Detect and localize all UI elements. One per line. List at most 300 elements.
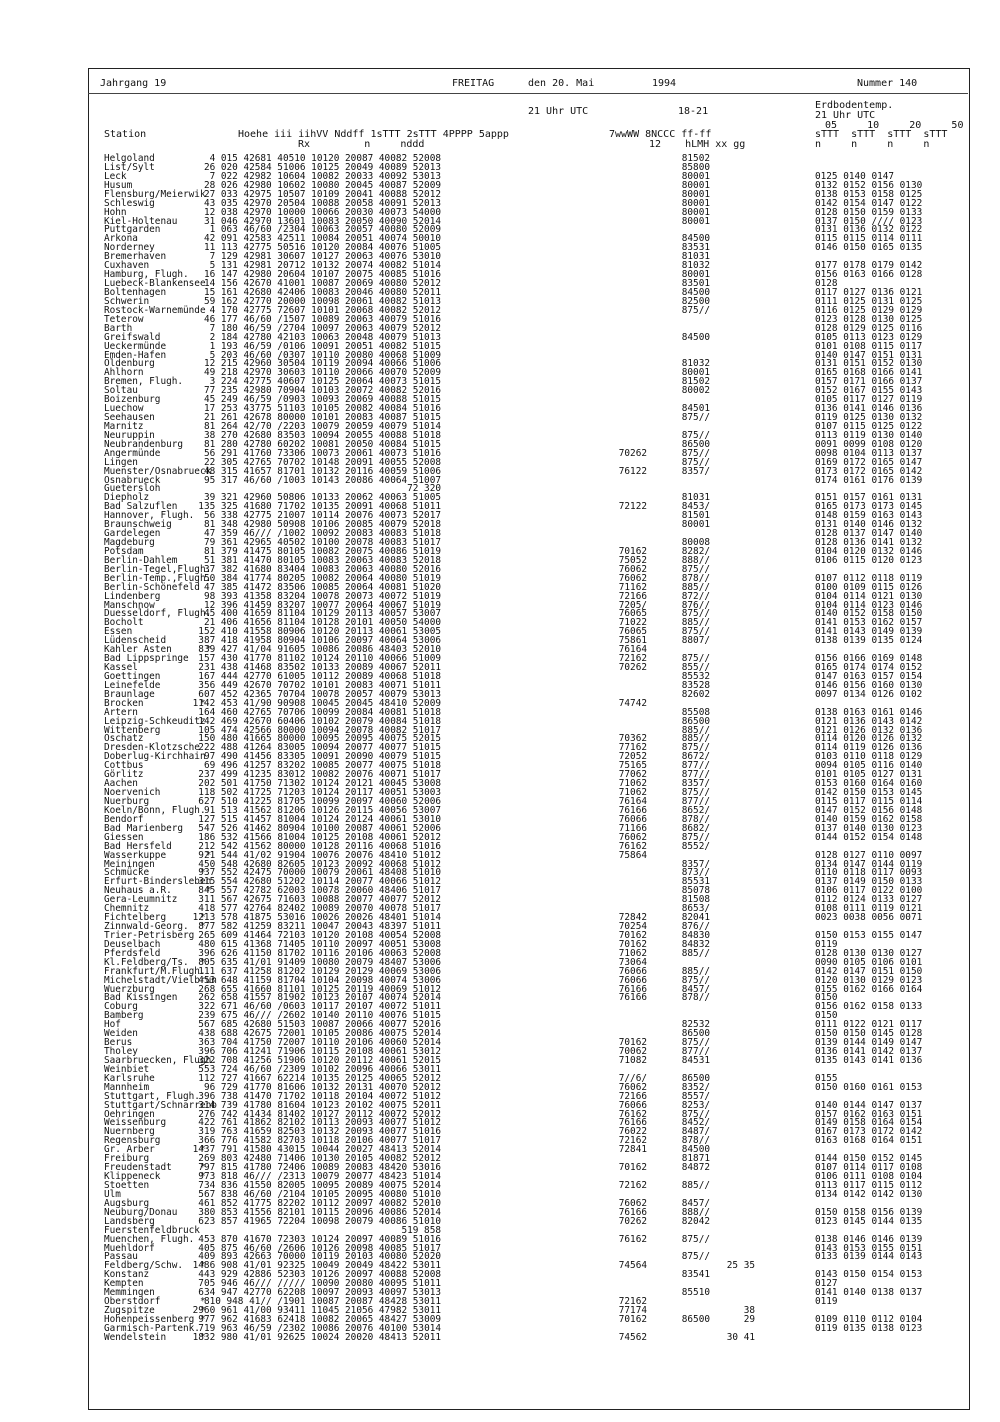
weather-code: 75864	[618, 849, 647, 861]
observation-codes: 453 870 41670 72303 10124 20097 40089 51016	[198, 1233, 441, 1245]
cloud-code: 875//	[681, 563, 710, 575]
soil-temperatures: 0123 0128 0130 0125	[815, 313, 923, 325]
weather-code: 70162	[618, 938, 647, 950]
observation-codes: 12 215 42960 30504 10119 20094 40066 51006	[203, 358, 441, 370]
station-name: Lindenberg	[104, 590, 161, 602]
observation-codes: 7 129 42981 30607 10127 20063 40076 53010	[209, 251, 441, 263]
soil-temperatures: 0103 0110 0118 0129	[815, 751, 923, 763]
station-name: Bad Kissingen	[104, 992, 178, 1004]
soil-temperatures: 0146 0150 0165 0135	[815, 242, 923, 254]
observation-codes: 363 704 41750 72007 10110 20106 40060 52014	[198, 1037, 441, 1049]
observation-codes: 26 020 42584 51006 10125 20049 40089 52013	[203, 161, 441, 173]
cloud-code: 85531	[681, 876, 710, 888]
observation-codes: 39 321 42960 50806 10133 20062 40063 51005	[203, 492, 441, 504]
observation-codes: 43 035 42970 20504 10088 20058 40091 52013	[203, 197, 441, 209]
observation-codes: 135 325 41680 71702 10135 20091 40068 51011	[198, 501, 441, 513]
observation-codes: 239 675 46/// /2602 10140 20110 40076 51015	[198, 1010, 441, 1022]
observation-codes: 142 469 42670 60406 10102 20079 40084 51018	[198, 715, 441, 727]
observation-codes: 231 438 41468 83502 10133 20089 40067 52011	[198, 662, 441, 673]
weather-code: 75052	[618, 554, 647, 566]
station-name: Flensburg/Meierwik	[104, 188, 206, 200]
observation-codes: 79 361 42965 40502 10100 20078 40083 51017	[203, 537, 441, 548]
observation-codes: 438 688 42675 72001 10105 20086 40075 52014	[198, 1028, 441, 1040]
observation-codes: 112 727 41667 62214 10135 20125 40065 52012	[198, 1072, 441, 1084]
soil-temperatures: 0173 0172 0165 0142	[815, 465, 923, 477]
observation-codes: 839 427 41/04 91605 10086 20086 48403 52010	[198, 644, 441, 656]
cloud-code: 84830	[681, 929, 710, 941]
weather-code: 76162	[618, 840, 647, 852]
weather-code: 72162	[618, 1296, 647, 1307]
station-name: Deuselbach	[104, 938, 161, 950]
station-name: Essen	[104, 626, 133, 638]
cloud-code: 84531	[681, 1054, 710, 1066]
soil-temperatures: 0169 0172 0165 0147	[815, 456, 923, 468]
station-name: Görlitz	[104, 769, 144, 781]
soil-depths: 05 10 20 50	[825, 120, 964, 131]
cloud-code: 83531	[681, 242, 710, 254]
station-name: Braunlage	[104, 688, 155, 700]
station-name: Lingen	[104, 456, 138, 468]
soil-temperatures: 0120 0130 0129 0123	[815, 974, 923, 986]
station-name: Landsberg	[104, 1215, 155, 1227]
station-name: Bamberg	[104, 1010, 144, 1022]
station-name: Cottbus	[104, 760, 144, 772]
station-name: Doberlug-Kirchhain	[104, 751, 206, 763]
soil-temperatures: 0128 0150 0159 0133	[815, 206, 923, 218]
observation-codes: 48 315 41657 81701 10132 20116 40059 51006	[203, 465, 441, 477]
weather-code: 76066	[618, 1099, 647, 1111]
station-name: Neubrandenburg	[104, 438, 184, 450]
observation-codes: 719 963 46/59 /2302 10086 20076 40100 53014	[198, 1322, 441, 1334]
cloud-code: 81502	[681, 376, 710, 388]
observation-codes: 1832 980 41/01 92625 10024 20020 48413 52011	[192, 1331, 441, 1343]
observation-codes: 97 490 41456 83305 10091 20090 40079 51015	[203, 751, 441, 763]
cloud-code: 875//	[681, 1233, 710, 1245]
weather-code: 76166	[618, 992, 647, 1004]
station-name: Hof	[104, 1019, 121, 1031]
cloud-code: 875//	[681, 831, 710, 843]
station-name: Meiningen	[104, 858, 155, 870]
observation-codes: 322 671 46/60 /0603 10117 20107 40072 51011	[198, 1001, 441, 1013]
observation-codes: 319 763 41659 82503 10132 20093 40077 51016	[198, 1126, 441, 1138]
observation-codes: 186 532 41566 81004 10125 20108 40061 52012	[198, 831, 441, 843]
cloud-code: 8357/	[681, 465, 710, 477]
cloud-code: 875//	[681, 626, 710, 638]
observation-codes: 3 224 42775 40607 10125 20064 40073 51015	[209, 376, 441, 388]
cloud-code: 8672/	[681, 751, 710, 763]
station-name: Zinnwald-Georg. *	[104, 921, 206, 932]
observation-codes: 268 655 41660 81101 10125 20119 40069 51012	[198, 983, 441, 995]
soil-temperatures: 0138 0153 0158 0125	[815, 188, 923, 200]
soil-temperatures: 0105 0117 0127 0119	[815, 394, 923, 406]
soil-temperatures: 0104 0114 0123 0146	[815, 599, 923, 611]
cloud-code: 80001	[681, 206, 710, 218]
station-name: Oschatz	[104, 733, 144, 745]
station-name: Greifswald	[104, 331, 161, 343]
station-name: Potsdam	[104, 545, 144, 557]
station-name: Seehausen	[104, 412, 155, 423]
cloud-code: 82042	[681, 1215, 710, 1227]
cloud-code: 8682/	[681, 822, 710, 834]
soil-temperatures: 0128	[815, 278, 838, 289]
soil-temperatures: 0127	[815, 1278, 838, 1290]
observation-codes: 56 291 41760 73306 10073 20061 40073 51016	[203, 447, 441, 459]
weather-code: 72166	[618, 590, 647, 602]
soil-temperatures: 0142 0150 0153 0145	[815, 787, 923, 798]
observation-codes: 50 384 41774 80205 10082 20064 40080 51019	[203, 572, 441, 584]
cloud-code: 877//	[681, 760, 710, 772]
weather-code: 76062	[618, 831, 647, 843]
observation-codes: 845 557 42782 62003 10078 20060 48406 51017	[198, 885, 441, 897]
soil-temperatures: 0143 0150 0154 0153	[815, 1269, 923, 1281]
col-weather-codes-2: 12 hLMH xx gg	[649, 139, 746, 150]
observation-codes: 387 418 41958 80904 10106 20097 40064 53006	[198, 635, 441, 647]
weather-code: 76122	[618, 465, 647, 477]
weather-code: 76066	[618, 974, 647, 986]
soil-temperatures: 0163 0168 0164 0151	[815, 1135, 923, 1147]
soil-temperatures: 0142 0154 0147 0122	[815, 197, 923, 209]
cloud-code: 875//	[681, 456, 710, 468]
weather-code: 76065	[618, 608, 647, 620]
col-weather-codes: 7wwWW 8NCCC ff-ff	[609, 129, 712, 140]
station-name: Regensburg	[104, 1135, 161, 1147]
cloud-code: 8653/	[681, 903, 710, 915]
station-name: Hohenpeissenberg *	[104, 1313, 206, 1325]
weather-code: 70162	[618, 1162, 647, 1174]
observation-codes: 91 513 41562 81206 10126 20115 40056 53007	[203, 804, 441, 816]
observation-codes: 72 320	[407, 483, 441, 495]
soil-temperatures: 0098 0104 0113 0137	[815, 447, 923, 459]
observation-codes: 1142 453 41/90 90908 10045 20045 48410 52009	[192, 697, 441, 709]
soil-temperatures: 0143 0153 0155 0151	[815, 1242, 923, 1254]
observation-codes: 1486 908 41/01 92325 10049 20049 48422 53011	[192, 1260, 441, 1272]
observation-codes: 237 499 41235 83012 10082 20076 40071 51017	[198, 769, 441, 781]
station-name: Berlin-Schönefeld	[104, 581, 200, 593]
wind-gust: 38	[743, 1305, 755, 1316]
soil-temperatures: 0137 0150 //// 0123	[815, 215, 923, 227]
cloud-code: 8652/	[681, 804, 710, 816]
weather-code: 71082	[618, 1054, 647, 1066]
soil-temperatures: 0156 0166 0169 0148	[815, 653, 923, 665]
observation-codes: 202 501 41750 71302 10124 20121 40045 53008	[198, 778, 441, 790]
observation-codes: 7 022 42982 10604 10082 20033 40092 53013	[209, 170, 441, 182]
station-name: Helgoland	[104, 153, 155, 164]
soil-temperatures: 0140 0159 0162 0158	[815, 813, 923, 825]
weather-code: 77062	[618, 769, 647, 781]
cloud-code: 85532	[681, 670, 710, 682]
weather-code: 70162	[618, 1313, 647, 1325]
observation-codes: 627 510 41225 81705 10099 20097 40060 52006	[198, 796, 441, 807]
station-name: Klippeneck *	[104, 1171, 206, 1182]
weather-code: 70162	[618, 1037, 647, 1049]
cloud-code: 875//	[681, 429, 710, 441]
weather-code: 77174	[618, 1305, 647, 1316]
soil-temperatures: 0109 0110 0112 0104	[815, 1313, 923, 1325]
weather-code: 76065	[618, 626, 647, 638]
observation-codes: 973 818 46/// /2313 10079 20077 48423 51014	[198, 1171, 441, 1182]
cloud-code: 81501	[681, 510, 710, 522]
soil-temperatures: 0119 0135 0138 0123	[815, 1322, 923, 1334]
cloud-code: 8352/	[681, 1081, 710, 1093]
soil-temperatures: 0123 0145 0144 0135	[815, 1215, 923, 1227]
soil-temperatures: 0140 0147 0151 0131	[815, 349, 923, 361]
station-name: Stoetten	[104, 1180, 150, 1191]
station-name: Mannheim	[104, 1081, 150, 1093]
soil-temperatures: 0165 0168 0166 0141	[815, 367, 923, 379]
soil-temperatures: 0131 0136 0132 0122	[815, 224, 923, 236]
cloud-code: 875//	[681, 412, 710, 423]
weather-code: 71166	[618, 822, 647, 834]
cloud-code: 873//	[681, 867, 710, 879]
observation-codes: 7 180 46/59 /2704 10097 20063 40079 52012	[209, 322, 441, 334]
weather-code: 76066	[618, 813, 647, 825]
soil-temperatures: 0141 0140 0138 0137	[815, 1287, 923, 1299]
observation-codes: 276 742 41434 81402 10127 20112 40072 52012	[198, 1108, 441, 1120]
col-main-codes-2: Rx n nddd	[298, 139, 425, 150]
soil-temperatures: 0114 0119 0126 0136	[815, 742, 923, 754]
cloud-code: 877//	[681, 796, 710, 807]
observation-codes: 81 379 41475 80105 10082 20075 40086 51019	[203, 545, 441, 557]
station-name: Leipzig-Schkeuditz	[104, 715, 206, 727]
station-name: Garmisch-Partenk.	[104, 1322, 200, 1334]
observation-codes: 380 853 41556 82101 10115 20096 40086 52014	[198, 1206, 441, 1218]
cloud-code: 84501	[681, 403, 710, 414]
station-name: Koeln/Bonn, Flugh.	[104, 804, 206, 816]
soil-temperatures: 0151 0157 0161 0131	[815, 492, 923, 504]
soil-temperatures: 0165 0174 0174 0152	[815, 662, 923, 673]
weekday-label: FREITAG	[452, 78, 495, 89]
soil-temperatures: 0150 0153 0155 0147	[815, 929, 923, 941]
station-name: Lüdenscheid	[104, 635, 167, 647]
soil-temperatures: 0101 0105 0127 0131	[815, 769, 923, 781]
observation-codes: 977 962 41683 62418 10082 20065 48427 53009	[198, 1313, 441, 1325]
observation-codes: 222 488 41264 83005 10094 20077 40077 51015	[198, 742, 441, 754]
soil-temperatures: 0107 0115 0125 0122	[815, 420, 923, 432]
observation-codes: 4 170 42775 72607 10101 20068 40082 52012	[209, 304, 441, 316]
station-name: Oehringen	[104, 1108, 155, 1120]
soil-temperatures: 0141 0143 0149 0139	[815, 626, 923, 638]
weather-code: 71162	[618, 581, 647, 593]
station-name: Rostock-Warnemünde	[104, 304, 206, 316]
observation-codes: 127 515 41457 81004 10124 20124 40061 53010	[198, 813, 441, 825]
cloud-code: 81031	[681, 492, 710, 504]
station-name: Erfurt-Bindersleben	[104, 876, 212, 888]
cloud-code: 875//	[681, 787, 710, 798]
weather-code: 7205/	[618, 599, 647, 611]
observation-codes: 805 635 41/01 91409 10080 20079 48407 53006	[198, 956, 441, 968]
station-name: Boltenhagen	[104, 286, 167, 298]
soil-temperatures: 0137 0140 0130 0123	[815, 822, 923, 834]
soil-temperatures: 0121 0126 0132 0136	[815, 724, 923, 736]
station-row	[0, 1332, 1000, 1344]
station-name: Pferdsfeld	[104, 947, 161, 959]
observation-codes: 634 947 42770 62208 10097 20093 40097 53013	[198, 1287, 441, 1299]
soil-temperatures: 0128 0130 0130 0127	[815, 947, 923, 959]
observation-codes: 311 567 42675 71603 10088 20077 40077 52012	[198, 894, 441, 906]
cloud-code: 876//	[681, 921, 710, 932]
header-rule	[88, 93, 968, 94]
station-name: Dresden-Klotzsche	[104, 742, 200, 754]
soil-temperatures: 0149 0158 0164 0154	[815, 1117, 923, 1129]
station-name: Luechow	[104, 403, 144, 414]
soil-temperatures: 0150 0160 0161 0153	[815, 1081, 923, 1093]
cloud-code: 80001	[681, 170, 710, 182]
observation-codes: 105 474 42566 80000 10094 20078 40082 51017	[198, 724, 441, 736]
cloud-code: 875//	[681, 653, 710, 665]
observation-codes: 17 253 43775 51103 10105 20082 40084 51016	[203, 403, 441, 414]
soil-temperatures: 0140 0152 0158 0150	[815, 608, 923, 620]
cloud-code: 86500	[681, 715, 710, 727]
station-name: Stuttgart, Flugh.	[104, 1090, 200, 1102]
station-name: Bad Salzuflen	[104, 501, 178, 513]
cloud-code: 82532	[681, 1019, 710, 1031]
station-name: Ueckermünde	[104, 340, 167, 352]
cloud-code: 80001	[681, 179, 710, 191]
soil-temperatures: 0137 0149 0150 0133	[815, 876, 923, 888]
cloud-code: 80001	[681, 197, 710, 209]
station-name: Schmücke *	[104, 867, 206, 879]
soil-temperatures: 0119 0125 0130 0132	[815, 412, 923, 423]
station-name: Osnabrueck	[104, 474, 161, 486]
cloud-code: 86500	[681, 1313, 710, 1325]
station-name: Trier-Petrisberg	[104, 929, 195, 941]
station-name: Bad Lippspringe	[104, 653, 189, 665]
station-name: Berlin-Tegel,Flugh.	[104, 563, 212, 575]
cloud-code: 84500	[681, 331, 710, 343]
weather-code: 76062	[618, 563, 647, 575]
soil-temperatures: 0115 0115 0114 0111	[815, 233, 923, 245]
weather-code: 72162	[618, 1180, 647, 1191]
weather-code: 76062	[618, 572, 647, 584]
station-name: Kl.Feldberg/Ts. *	[104, 956, 206, 968]
soil-temperatures: 0131 0140 0146 0132	[815, 519, 923, 531]
soil-temperatures: 0138 0163 0161 0146	[815, 706, 923, 718]
station-name: Arkona	[104, 233, 138, 245]
observation-codes: 461 852 41775 82202 10112 20097 40082 52010	[198, 1197, 441, 1209]
soil-temperatures: 0136 0141 0146 0136	[815, 403, 923, 414]
soil-temperatures: 0128 0137 0147 0140	[815, 528, 923, 540]
station-name: Nuerburg	[104, 796, 150, 807]
observation-codes: 937 552 42475 70000 10079 20061 48408 51010	[198, 867, 441, 879]
soil-temperatures: 0140 0144 0147 0137	[815, 1099, 923, 1111]
weather-code: 72052	[618, 751, 647, 763]
weather-code: 70062	[618, 1046, 647, 1057]
observation-codes: 797 815 41780 72406 10089 20083 48420 53016	[198, 1162, 441, 1174]
station-name: Bad Marienberg	[104, 822, 184, 834]
observation-codes: 443 929 42886 52303 10126 20097 40088 52008	[198, 1269, 441, 1281]
cloud-code: 80008	[681, 537, 710, 548]
weather-code: 72166	[618, 1090, 647, 1102]
observation-codes: 810 948 41// /1901 10087 20087 48428 53011	[203, 1296, 441, 1307]
observation-codes: 396 738 41470 71702 10118 20104 40072 51012	[198, 1090, 441, 1102]
cloud-code: 878//	[681, 813, 710, 825]
soil-temperatures: 0117 0127 0136 0121	[815, 286, 923, 298]
observation-codes: 396 626 41150 81702 10116 20106 40063 52008	[198, 947, 441, 959]
col-soil-codes-2: n n n n	[815, 139, 930, 150]
station-name: Augsburg	[104, 1197, 150, 1209]
weather-code: 73064	[618, 956, 647, 968]
observation-codes: 547 526 41462 80904 10100 20087 40061 52006	[198, 822, 441, 834]
observation-codes: 1437 791 41580 43015 10044 20027 48413 52014	[192, 1144, 441, 1156]
observation-codes: 157 430 41770 81102 10124 20110 40066 51009	[198, 653, 441, 665]
observation-codes: 14 156 42670 41001 10087 20069 40080 52012	[203, 278, 441, 289]
observation-codes: 212 542 41562 80000 10128 20116 40068 51016	[198, 840, 441, 852]
station-name: Leinefelde	[104, 679, 161, 691]
observation-codes: 150 480 41665 80000 10095 20095 40075 52015	[198, 733, 441, 745]
observation-codes: 314 739 41780 81604 10123 20102 40075 52011	[198, 1099, 441, 1111]
soil-temperatures: 0111 0122 0121 0117	[815, 1019, 923, 1031]
weather-code: 70262	[618, 1215, 647, 1227]
observation-codes: 164 460 42765 70706 10099 20084 40081 51018	[198, 706, 441, 718]
cloud-code: 885//	[681, 733, 710, 745]
year-label: 1994	[652, 78, 677, 89]
soil-temperatures: 0153 0160 0164 0160	[815, 778, 923, 790]
observation-codes: 553 724 46/60 /2309 10102 20096 40066 53011	[198, 1063, 441, 1075]
soil-temperatures: 0100 0109 0115 0126	[815, 581, 923, 593]
cloud-code: 875//	[681, 447, 710, 459]
wind-gust: 25 35	[726, 1260, 755, 1272]
soil-temperatures: 0115 0117 0115 0114	[815, 796, 923, 807]
observation-codes: 98 393 41358 83204 10078 20073 40072 51019	[203, 590, 441, 602]
observation-codes: 22 305 42765 70702 10148 20091 40055 52008	[203, 456, 441, 468]
cloud-code: 85510	[681, 1287, 710, 1299]
station-name: Zugspitze *	[104, 1305, 206, 1316]
station-name: Gardelegen	[104, 528, 161, 540]
erdboden-utc: 21 Uhr UTC	[815, 110, 876, 121]
soil-temperatures: 0105 0113 0123 0129	[815, 331, 923, 343]
cloud-code: 80001	[681, 215, 710, 227]
cloud-code: 86500	[681, 438, 710, 450]
station-name: Feldberg/Schw. *	[104, 1260, 206, 1272]
observation-codes: 47 359 46/// /1002 10092 20083 40083 51018	[203, 528, 441, 540]
weather-code: 74562	[618, 1331, 647, 1343]
station-name: Frankfurt/M.Flugh.	[104, 965, 206, 977]
observation-codes: 28 026 42980 10602 10080 20045 40087 52009	[203, 179, 441, 191]
cloud-code: 875//	[681, 974, 710, 986]
station-name: Saarbruecken, Flugh.	[104, 1054, 217, 1066]
cloud-code: 885//	[681, 1180, 710, 1191]
observation-codes: 405 875 46/60 /2606 10126 20098 40085 51017	[198, 1242, 441, 1254]
observation-codes: 59 162 42770 20000 10098 20061 40082 51013	[203, 295, 441, 307]
soil-temperatures: 0155	[815, 1072, 838, 1084]
weather-code: 76164	[618, 796, 647, 807]
soil-temperatures: 0144 0152 0154 0148	[815, 831, 923, 843]
cloud-code: 885//	[681, 581, 710, 593]
observation-codes: 49 218 42970 30603 10110 20066 40070 52009	[203, 367, 441, 379]
cloud-code: 84500	[681, 233, 710, 245]
col-soil-codes: sTTT sTTT sTTT sTTT	[815, 129, 948, 140]
cloud-code: 8552/	[681, 840, 710, 852]
station-name: Passau	[104, 1251, 138, 1263]
observation-codes: 265 609 41464 72103 10120 20108 40054 52008	[198, 929, 441, 941]
weather-code: 76166	[618, 1117, 647, 1129]
station-name: Hamburg, Flugh.	[104, 269, 189, 281]
observation-codes: 118 502 41725 71203 10124 20117 40051 53003	[198, 787, 441, 798]
cloud-code: 8357/	[681, 858, 710, 870]
cloud-code: 878//	[681, 992, 710, 1004]
station-name: Magdeburg	[104, 537, 155, 548]
cloud-code: 8253/	[681, 1099, 710, 1111]
col-station: Station	[104, 129, 147, 140]
station-name: Fuerstenfeldbruck	[104, 1224, 200, 1236]
station-name: Michelstadt/Vielbrun	[104, 974, 217, 986]
soil-temperatures: 0147 0152 0156 0148	[815, 804, 923, 816]
soil-temperatures: 0091 0099 0108 0120	[815, 438, 923, 450]
weather-code: 71062	[618, 947, 647, 959]
soil-temperatures: 0104 0114 0121 0130	[815, 590, 923, 602]
station-name: Berlin-Dahlem	[104, 554, 178, 566]
cloud-code: 85078	[681, 885, 710, 897]
